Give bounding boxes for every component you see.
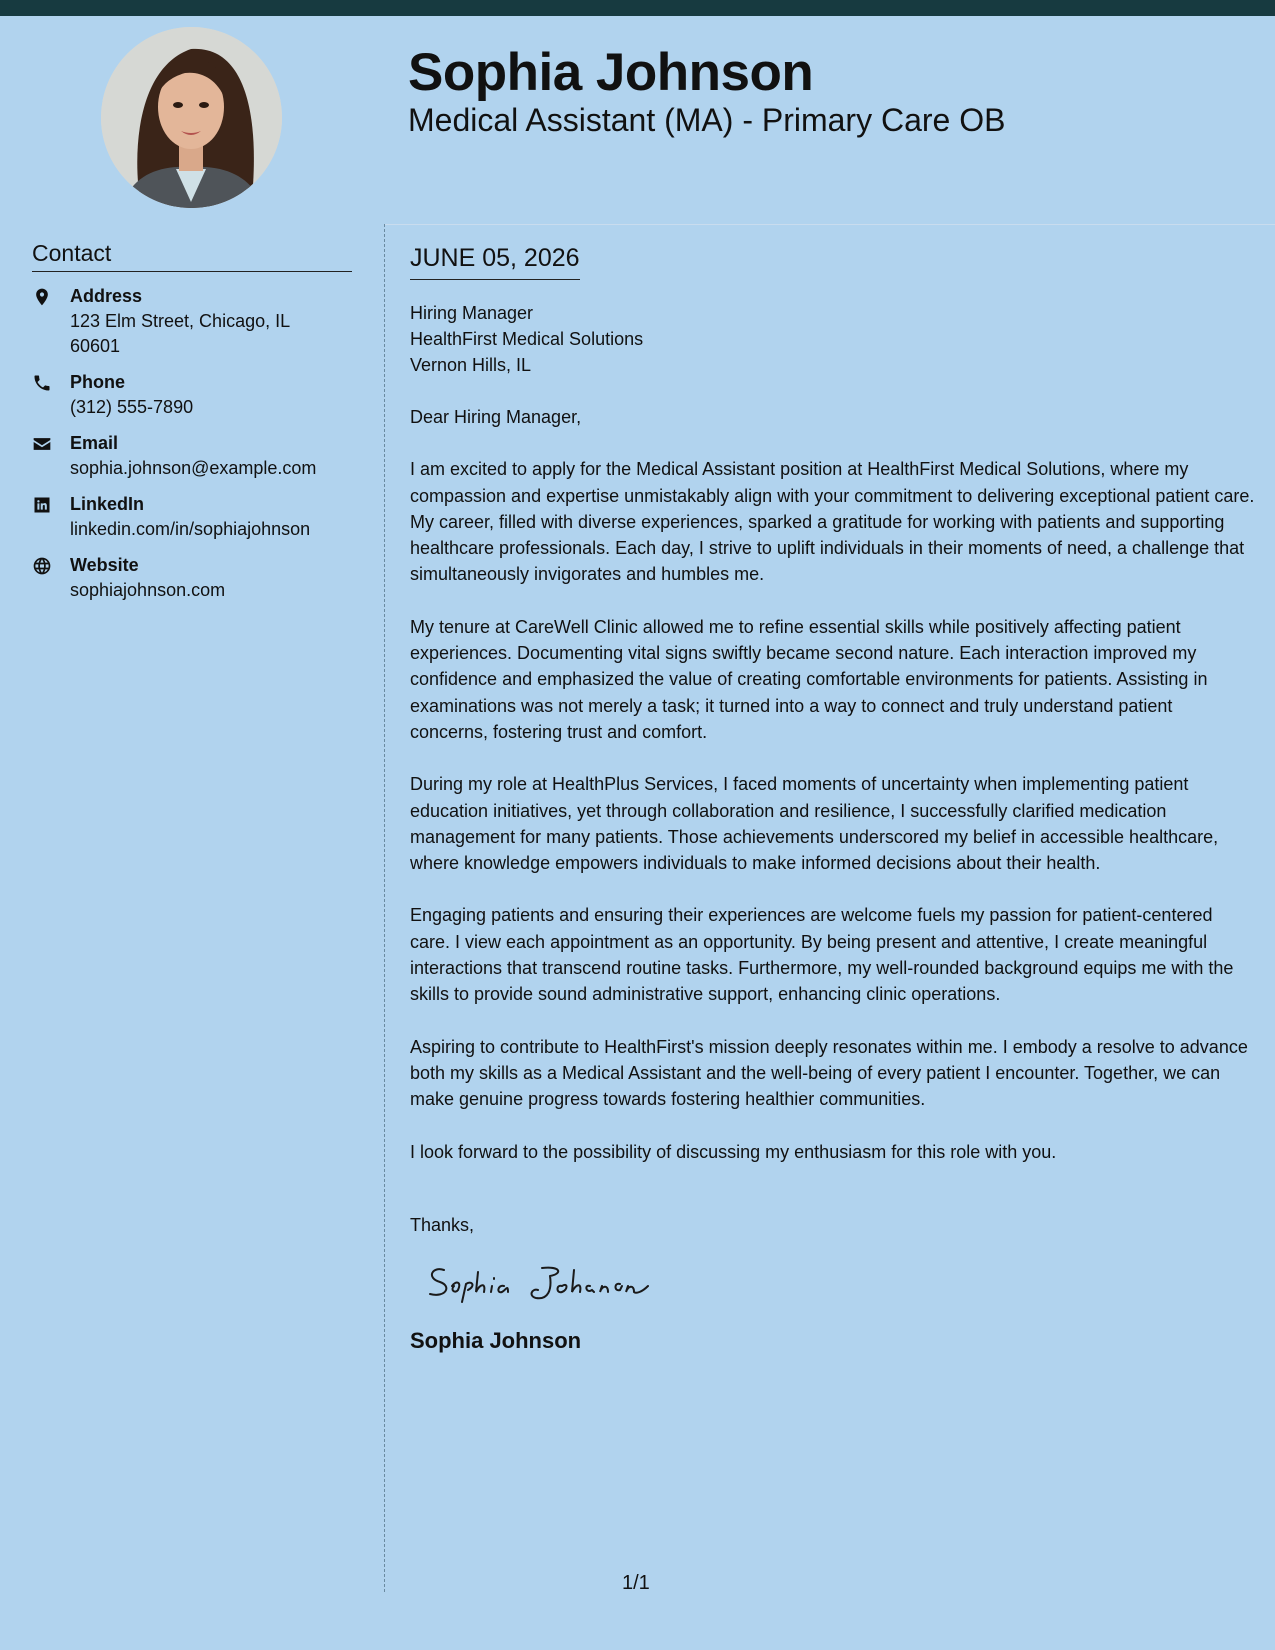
contact-phone <box>32 370 352 420</box>
salutation: Dear Hiring Manager, <box>410 407 582 427</box>
contact-label: Address <box>70 286 143 306</box>
contact-heading: Contact <box>32 240 352 272</box>
contact-value[interactable]: sophiajohnson.com <box>70 580 226 600</box>
top-bar <box>0 0 1275 16</box>
paragraph: I look forward to the possibility of discussing my enthusiasm for this role with you. <box>410 1141 1057 1162</box>
recipient-block <box>410 300 1255 378</box>
contact-value[interactable]: sophia.johnson@example.com <box>70 458 317 478</box>
recipient-location: Vernon Hills, IL <box>410 355 532 375</box>
paragraph: I am excited to apply for the Medical Assistant position at HealthFirst Medical Solutions, where my compassion and expertise unmistakably align with your commitment to delivering exceptional patient care. My career, filled with diverse experiences, sparked a gratitude for working with patients and supporting healthcare professionals. Each day, I strive to uplift individuals in their moments of need, a challenge that simultaneously invigorates and humbles me. <box>410 459 1255 585</box>
envelope-icon <box>32 431 70 481</box>
contact-sidebar <box>32 240 352 614</box>
phone-icon <box>32 370 70 420</box>
paragraph: Aspiring to contribute to HealthFirst's mission deeply resonates within me. I embody a resolve to advance both my skills as a Medical Assistant and the well-being of every patient I encounter. Together, we can make genuine progress towards fostering healthier communities. <box>410 1036 1248 1110</box>
job-title: Medical Assistant (MA) - Primary Care OB <box>408 102 1006 138</box>
header-rule <box>384 224 1275 225</box>
recipient-company: HealthFirst Medical Solutions <box>410 329 644 349</box>
signed-name: Sophia Johnson <box>410 1327 582 1353</box>
contact-website <box>32 553 352 603</box>
contact-label: LinkedIn <box>70 494 145 514</box>
letter-date: JUNE 05, 2026 <box>410 244 580 280</box>
contact-value[interactable]: (312) 555-7890 <box>70 397 194 417</box>
contact-email <box>32 431 352 481</box>
closing: Thanks, <box>410 1214 475 1235</box>
paragraph: During my role at HealthPlus Services, I faced moments of uncertainty when implementing patient education initiatives, yet through collaboration and resilience, I successfully clarified medication management for many patients. Those achievements underscored my belief in accessible healthcare, where knowledge empowers individuals to make informed decisions about their health. <box>410 774 1219 874</box>
contact-label: Email <box>70 433 119 453</box>
candidate-name: Sophia Johnson <box>408 43 814 102</box>
column-divider <box>384 224 385 1592</box>
recipient-name: Hiring Manager <box>410 303 534 323</box>
contact-address <box>32 284 352 359</box>
contact-value: 123 Elm Street, Chicago, IL 60601 <box>70 311 290 356</box>
linkedin-icon <box>32 492 70 542</box>
contact-linkedin <box>32 492 352 542</box>
map-pin-icon <box>32 284 70 359</box>
avatar <box>101 27 282 208</box>
letter-body <box>410 244 1255 1354</box>
paragraph: My tenure at CareWell Clinic allowed me to refine essential skills while positively affecting patient experiences. Documenting vital signs swiftly became second nature. Each interaction improved my confidence and emphasized the value of creating comfortable environments for patients. Assisting in examinations was not merely a task; it turned into a way to connect and truly understand patient concerns, fostering trust and comfort. <box>410 616 1208 742</box>
page-number: 1/1 <box>622 1572 650 1594</box>
contact-label: Phone <box>70 372 126 392</box>
handwritten-signature <box>422 1256 1255 1306</box>
contact-label: Website <box>70 555 139 575</box>
paragraph: Engaging patients and ensuring their experiences are welcome fuels my passion for patient-centered care. I view each appointment as an opportunity. By being present and attentive, I create meaningful interactions that transcend routine tasks. Furthermore, my well-rounded background equips me with the skills to provide sound administrative support, enhancing clinic operations. <box>410 905 1234 1005</box>
globe-icon <box>32 553 70 603</box>
contact-value[interactable]: linkedin.com/in/sophiajohnson <box>70 519 311 539</box>
